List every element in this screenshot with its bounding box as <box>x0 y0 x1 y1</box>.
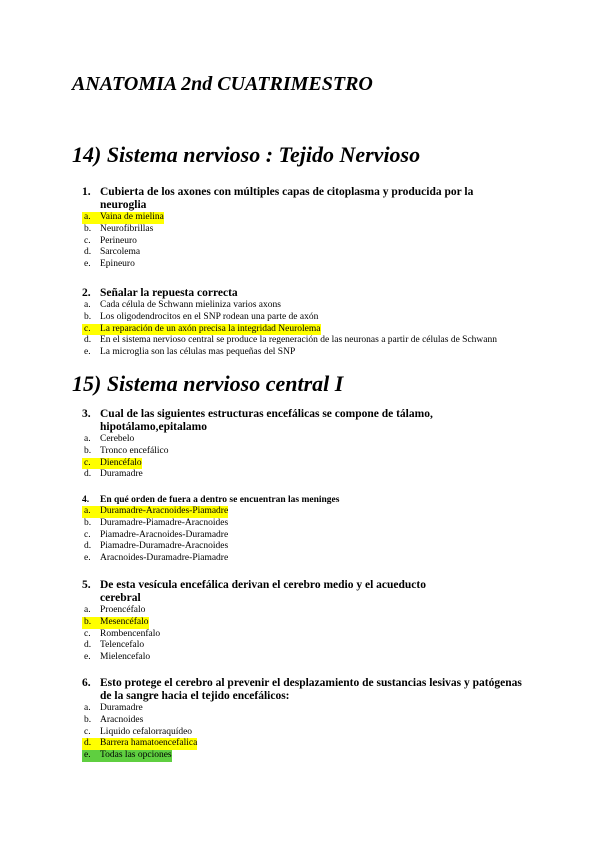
option-text: Neurofibrillas <box>100 223 154 234</box>
option-letter: c. <box>84 726 91 737</box>
option-text: La microglia son las células mas pequeñas del SNP <box>100 347 296 358</box>
option-text: Sarcolema <box>100 247 141 258</box>
option-text: Diencéfalo <box>100 457 142 468</box>
option-item <box>82 750 172 762</box>
option-text: Liquido cefalorraquídeo <box>100 726 193 737</box>
question-text <box>82 287 522 300</box>
option-text: Aracnoides-Duramadre-Piamadre <box>100 553 229 564</box>
option-text: Piamadre-Aracnoides-Duramadre <box>100 529 229 540</box>
question-number: 5. <box>82 579 91 591</box>
document-title: ANATOMIA 2nd CUATRIMESTRO <box>72 73 373 95</box>
question-statement: Esto protege el cerebro al prevenir el desplazamiento de sustancias lesivas y patógenas de la sangre hacia el tejido encefálicos: <box>100 677 522 702</box>
option-letter: e. <box>84 750 91 761</box>
section-title: 14) Sistema nervioso : Tejido Nervioso <box>72 142 421 167</box>
section-title: 15) Sistema nervioso central I <box>72 371 344 396</box>
question-2 <box>82 287 522 359</box>
option-letter: e. <box>84 652 91 663</box>
option-letter: b. <box>84 223 92 234</box>
option-item <box>82 335 522 347</box>
option-letter: d. <box>84 335 92 346</box>
option-letter: c. <box>84 628 91 639</box>
option-text: Duramadre <box>100 703 143 713</box>
option-letter: d. <box>84 247 92 258</box>
option-text: Duramadre-Piamadre-Aracnoides <box>100 517 229 528</box>
options-list <box>82 212 522 271</box>
option-letter: d. <box>84 469 92 480</box>
question-4 <box>82 494 522 565</box>
option-item <box>82 530 522 542</box>
options-list <box>82 506 522 565</box>
question-statement: De esta vesícula encefálica derivan el cerebro medio y el acueducto cerebral <box>100 579 426 604</box>
option-item <box>82 506 228 518</box>
option-letter: e. <box>84 553 91 564</box>
options-list <box>82 703 522 762</box>
options-list <box>82 434 522 481</box>
option-letter: a. <box>84 506 91 516</box>
question-text <box>82 408 522 434</box>
option-item <box>82 247 522 259</box>
option-item <box>82 553 522 565</box>
question-statement: Cual de las siguientes estructuras encefálicas se compone de tálamo, hipotálamo,epitalamo <box>100 408 433 433</box>
option-letter: a. <box>84 434 91 444</box>
option-item <box>82 541 522 553</box>
question-number: 4. <box>82 495 90 505</box>
option-item <box>82 469 522 481</box>
option-item <box>82 300 522 312</box>
option-item <box>82 259 522 271</box>
option-item <box>82 652 522 664</box>
option-letter: b. <box>84 445 92 456</box>
option-item <box>82 727 522 739</box>
question-number: 3. <box>82 408 91 420</box>
option-item <box>82 703 522 715</box>
option-text: La reparación de un axón precisa la integridad Neurolema <box>100 323 321 334</box>
option-text: Mesencéfalo <box>100 616 149 627</box>
option-text: Mielencefalo <box>100 652 151 663</box>
question-number: 1. <box>82 186 91 198</box>
option-letter: c. <box>84 529 91 540</box>
option-item <box>82 629 522 641</box>
question-text <box>82 186 522 212</box>
option-text: Epineuro <box>100 259 135 270</box>
option-text: Cada célula de Schwann mieliniza varios axons <box>100 300 281 310</box>
option-letter: a. <box>84 212 91 222</box>
question-5 <box>82 579 522 664</box>
option-item <box>82 640 522 652</box>
question-statement: En qué orden de fuera a dentro se encuentran las meninges <box>100 495 340 505</box>
question-text <box>82 494 522 506</box>
option-text: Perineuro <box>100 235 137 246</box>
options-list <box>82 300 522 359</box>
option-item <box>82 458 142 470</box>
option-item <box>82 224 522 236</box>
question-1 <box>82 186 522 271</box>
question-number: 2. <box>82 287 91 299</box>
options-list <box>82 605 522 664</box>
option-item <box>82 347 522 359</box>
option-letter: c. <box>84 323 91 334</box>
option-item <box>82 212 164 224</box>
option-letter: b. <box>84 517 92 528</box>
option-text: Tronco encefálico <box>100 445 169 456</box>
option-letter: c. <box>84 457 91 468</box>
option-text: Duramadre <box>100 469 143 480</box>
option-letter: e. <box>84 347 91 358</box>
option-letter: b. <box>84 714 92 725</box>
option-letter: b. <box>84 616 92 627</box>
option-text: En el sistema nervioso central se produce la regeneración de las neuronas a partir de células de Schwann <box>100 335 497 346</box>
option-letter: d. <box>84 738 92 749</box>
option-letter: d. <box>84 640 92 651</box>
question-statement: Señalar la repuesta correcta <box>100 287 238 299</box>
option-letter: a. <box>84 605 91 615</box>
option-text: Proencéfalo <box>100 605 146 615</box>
question-text <box>82 579 522 605</box>
option-item <box>82 236 522 248</box>
option-letter: a. <box>84 703 91 713</box>
option-text: Aracnoides <box>100 714 144 725</box>
question-statement: Cubierta de los axones con múltiples capas de citoplasma y producida por la neuroglia <box>100 186 474 211</box>
option-text: Barrera hamatoencefalica <box>100 738 198 749</box>
option-letter: e. <box>84 259 91 270</box>
option-item <box>82 715 522 727</box>
option-text: Los oligodendrocitos en el SNP rodean una parte de axón <box>100 311 319 322</box>
option-text: Piamadre-Duramadre-Aracnoides <box>100 541 229 552</box>
option-item <box>82 446 522 458</box>
option-item <box>82 518 522 530</box>
option-item <box>82 738 197 750</box>
option-item <box>82 324 321 336</box>
option-item <box>82 617 149 629</box>
option-letter: a. <box>84 300 91 310</box>
option-text: Rombencenfalo <box>100 628 161 639</box>
option-item <box>82 434 522 446</box>
option-letter: d. <box>84 541 92 552</box>
option-text: Duramadre-Aracnoides-Piamadre <box>100 506 229 516</box>
option-item <box>82 605 522 617</box>
option-text: Vaina de mielina <box>100 212 164 222</box>
question-number: 6. <box>82 677 91 689</box>
option-letter: b. <box>84 311 92 322</box>
question-6 <box>82 677 522 762</box>
question-text <box>82 677 522 703</box>
option-letter: c. <box>84 235 91 246</box>
option-text: Telencefalo <box>100 640 145 651</box>
question-3 <box>82 408 522 481</box>
option-text: Todas las opciones <box>100 750 172 761</box>
option-item <box>82 312 522 324</box>
option-text: Cerebelo <box>100 434 135 444</box>
